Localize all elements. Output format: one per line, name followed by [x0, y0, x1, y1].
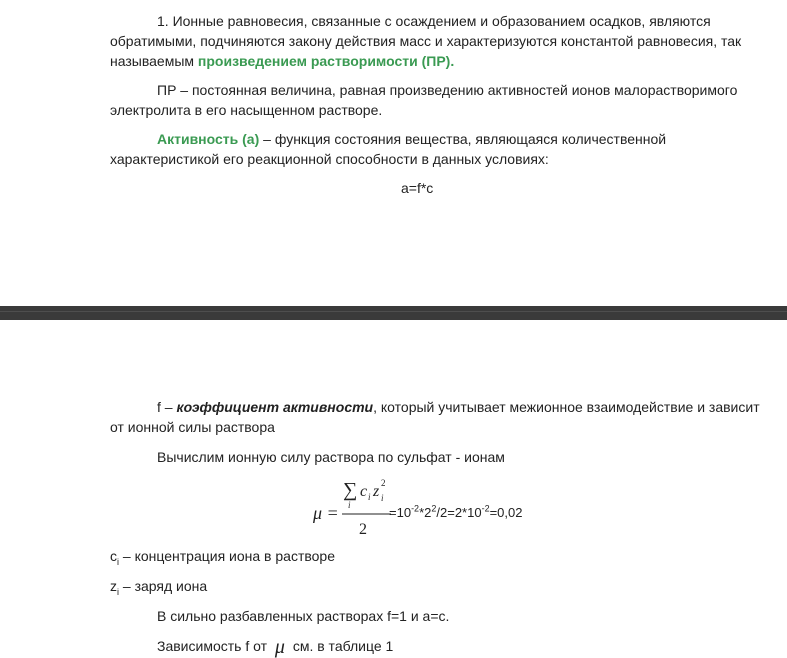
term-activity: Активность (а) [157, 131, 260, 147]
result-exp-1: -2 [411, 503, 420, 514]
paragraph-3-line-1-rest: – функция состояния вещества, являющаяся количественной [259, 131, 667, 147]
result-exp-3: -2 [481, 503, 490, 514]
f-definition-rest: , который учитывает межионное взаимодействие и зависит [373, 399, 760, 415]
f-definition-prefix: f – [157, 399, 177, 415]
mu-symbol: μ = [313, 503, 339, 523]
paragraph-3-line-2: характеристикой его реакционной способности в данных условиях: [110, 151, 549, 167]
denominator: 2 [359, 521, 367, 538]
dependence-suffix: см. в таблице 1 [292, 638, 394, 654]
dependence-prefix: Зависимость f от [157, 638, 267, 654]
zi-subscript: i [117, 586, 119, 597]
ci-subscript: i [117, 556, 119, 567]
z-symbol: z [373, 483, 380, 500]
activity-formula: a=f*c [401, 180, 434, 196]
z-exponent: 2 [381, 478, 386, 488]
zi-text: – заряд иона [119, 578, 208, 594]
sum-symbol: ∑ [343, 479, 358, 501]
zi-definition [110, 577, 207, 595]
paragraph-1-line-2: обратимыми, подчиняются закону действия масс и характеризуются константой равновесия, так [110, 33, 742, 49]
ci-definition [110, 547, 335, 565]
ionic-strength-result [389, 504, 523, 522]
dependence-note [157, 637, 393, 656]
ionic-strength-intro: Вычислим ионную силу раствора по сульфат - ионам [157, 449, 505, 465]
f-definition-line-2: от ионной силы раствора [110, 419, 275, 435]
ci-symbol: c [110, 548, 117, 564]
ci-text: – концентрация иона в растворе [119, 548, 336, 564]
paragraph-1-line-3 [110, 52, 454, 70]
paragraph-2-line-2: электролита в его насыщенном растворе. [110, 102, 383, 118]
result-exp-2: 2 [431, 503, 437, 514]
sum-index: i [348, 500, 351, 510]
term-solubility-product: произведением растворимости (ПР). [197, 53, 455, 69]
result-part-d: =0,02 [489, 505, 523, 520]
mu-inline-symbol: μ [274, 636, 285, 658]
c-symbol: c [360, 483, 368, 500]
dilute-solutions-note: В сильно разбавленных растворах f=1 и a=c. [157, 608, 450, 624]
paragraph-1-line-1: 1. Ионные равновесия, связанные с осаждением и образованием осадков, являются [157, 13, 711, 29]
f-definition-line-1 [157, 398, 760, 416]
paragraph-1-line-3-prefix: называемым [110, 53, 198, 69]
z-index: i [381, 493, 384, 503]
c-index: i [368, 492, 371, 502]
paragraph-2-line-1: ПР – постоянная величина, равная произведению активностей ионов малорастворимого [157, 82, 738, 98]
result-part-c: /2=2*10 [436, 505, 482, 520]
term-activity-coefficient: коэффициент активности [176, 399, 374, 415]
zi-symbol: z [110, 578, 117, 594]
page-divider [0, 306, 787, 320]
result-part-a: =10 [389, 505, 412, 520]
paragraph-3-line-1 [157, 130, 666, 148]
result-part-b: *2 [419, 505, 432, 520]
